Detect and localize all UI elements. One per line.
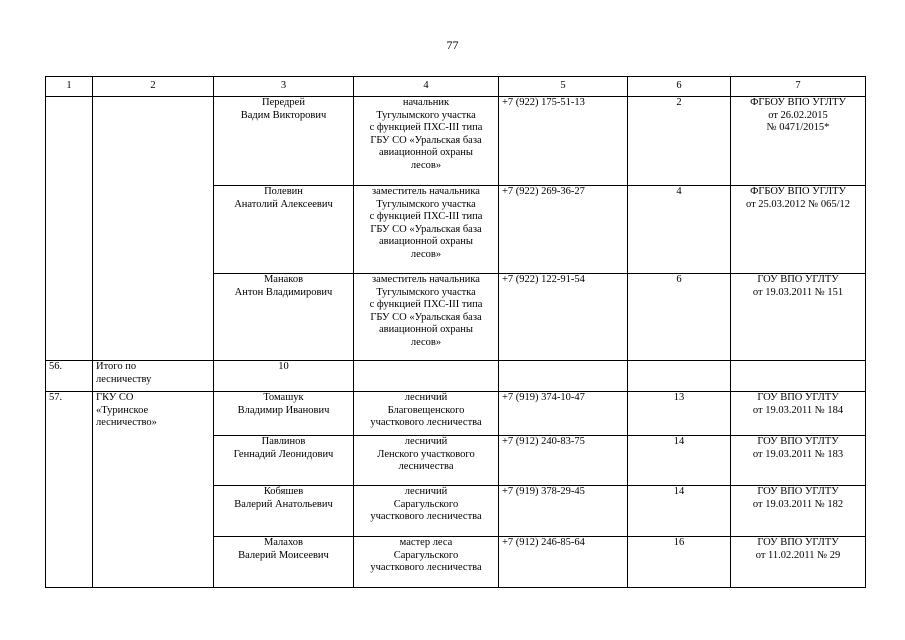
column-header: 4 <box>354 77 499 97</box>
row-number-cell <box>46 97 93 361</box>
organization-line: «Туринское <box>96 404 149 416</box>
document-line: ГОУ ВПО УГЛТУ <box>757 537 839 548</box>
position-line: участкового лесничества <box>370 562 482 573</box>
position-cell <box>354 361 499 392</box>
table-row <box>46 392 866 436</box>
position-line: авиационной охраны <box>379 147 473 158</box>
count-cell: 13 <box>628 392 731 436</box>
position-line: с функцией ПХС-III типа <box>369 299 483 310</box>
name-cell <box>214 537 354 588</box>
total-label-line: Итого по <box>96 361 137 372</box>
count-cell <box>628 361 731 392</box>
position-line: ГБУ СО «Уральская база <box>370 223 482 235</box>
position-line: заместитель начальника <box>372 186 480 197</box>
position-line: лесов» <box>410 248 442 260</box>
name-cell <box>214 436 354 486</box>
position-line: начальник <box>402 97 450 108</box>
phone-cell: +7 (912) 246-85-64 <box>499 537 628 588</box>
position-cell <box>354 436 499 486</box>
column-header: 7 <box>731 77 866 97</box>
column-header: 1 <box>46 77 93 97</box>
page-number: 77 <box>446 38 459 52</box>
organization-line: ГКУ СО <box>96 392 134 403</box>
given-names: Валерий Моисеевич <box>238 549 329 561</box>
position-line: с функцией ПХС-III типа <box>369 122 483 133</box>
phone-cell: +7 (919) 378-29-45 <box>499 486 628 537</box>
name-cell <box>214 486 354 537</box>
document-line: от 26.02.2015 <box>768 109 828 121</box>
position-cell <box>354 97 499 186</box>
organization-cell <box>93 361 214 392</box>
count-cell: 14 <box>628 436 731 486</box>
document-line: № 0471/2015* <box>766 122 830 133</box>
surname: Полевин <box>264 186 303 197</box>
row-number-cell: 57. <box>46 392 93 588</box>
document-line: от 25.03.2012 № 065/12 <box>745 198 850 210</box>
position-line: Благовещенского <box>387 404 465 416</box>
document-line: ФГБОУ ВПО УГЛТУ <box>750 97 846 108</box>
column-header-row <box>46 77 866 97</box>
document-cell <box>731 186 866 274</box>
document-line: ГОУ ВПО УГЛТУ <box>757 274 839 285</box>
position-line: с функцией ПХС-III типа <box>369 211 483 222</box>
given-names: Вадим Викторович <box>240 109 327 121</box>
surname: Передрей <box>262 97 305 108</box>
count-cell: 2 <box>628 97 731 186</box>
document-cell <box>731 486 866 537</box>
position-line: Ленского участкового <box>377 448 475 460</box>
surname: Павлинов <box>261 436 306 447</box>
phone-cell: +7 (919) 374-10-47 <box>499 392 628 436</box>
position-line: лесов» <box>410 159 442 171</box>
document-line: от 19.03.2011 № 183 <box>752 448 844 460</box>
position-line: мастер леса <box>399 537 453 548</box>
position-line: лесничий <box>404 436 448 447</box>
count-cell: 6 <box>628 274 731 361</box>
name-cell <box>214 186 354 274</box>
total-label-line: лесничеству <box>96 373 152 385</box>
position-line: Тугулымского участка <box>376 286 476 298</box>
position-line: участкового лесничества <box>370 417 482 428</box>
document-line: ГОУ ВПО УГЛТУ <box>757 486 839 497</box>
document-cell <box>731 537 866 588</box>
position-line: ГБУ СО «Уральская база <box>370 134 482 146</box>
position-line: участкового лесничества <box>370 511 482 522</box>
position-cell <box>354 274 499 361</box>
document-line: от 19.03.2011 № 151 <box>752 286 844 298</box>
position-line: Тугулымского участка <box>376 198 476 210</box>
phone-cell <box>499 361 628 392</box>
position-line: Тугулымского участка <box>376 109 476 121</box>
document-line: от 11.02.2011 № 29 <box>755 549 841 561</box>
count-cell: 16 <box>628 537 731 588</box>
document-cell <box>731 392 866 436</box>
document-line: от 19.03.2011 № 184 <box>752 404 844 416</box>
position-cell <box>354 186 499 274</box>
surname: Малахов <box>263 537 304 548</box>
document-cell <box>731 361 866 392</box>
column-header: 6 <box>628 77 731 97</box>
surname: Томашук <box>263 392 304 403</box>
phone-cell: +7 (922) 269-36-27 <box>499 186 628 274</box>
given-names: Геннадий Леонидович <box>233 448 334 460</box>
position-line: ГБУ СО «Уральская база <box>370 311 482 323</box>
document-line: ГОУ ВПО УГЛТУ <box>757 392 839 403</box>
position-line: лесничий <box>404 486 448 497</box>
position-line: лесничий <box>404 392 448 403</box>
position-line: авиационной охраны <box>379 324 473 335</box>
surname: Кобяшев <box>263 486 304 497</box>
given-names: Анатолий Алексеевич <box>234 198 333 210</box>
personnel-table <box>45 76 866 588</box>
position-line: Сарагульского <box>393 549 459 561</box>
column-header: 3 <box>214 77 354 97</box>
position-cell <box>354 486 499 537</box>
document-cell <box>731 97 866 186</box>
position-line: лесов» <box>410 336 442 348</box>
document-line: ФГБОУ ВПО УГЛТУ <box>750 186 846 197</box>
phone-cell: +7 (922) 122-91-54 <box>499 274 628 361</box>
name-cell <box>214 97 354 186</box>
given-names: Антон Владимирович <box>234 286 333 298</box>
name-cell <box>214 392 354 436</box>
count-cell: 14 <box>628 486 731 537</box>
given-names: Валерий Анатольевич <box>234 498 333 510</box>
position-cell <box>354 392 499 436</box>
position-line: лесничества <box>398 461 454 472</box>
phone-cell: +7 (912) 240-83-75 <box>499 436 628 486</box>
surname: Манаков <box>263 274 304 285</box>
total-value-cell: 10 <box>214 361 354 392</box>
position-line: Сарагульского <box>393 498 459 510</box>
organization-line: лесничество» <box>96 417 157 428</box>
organization-cell <box>93 97 214 361</box>
given-names: Владимир Иванович <box>237 404 330 416</box>
name-cell <box>214 274 354 361</box>
table-row <box>46 97 866 186</box>
document-cell <box>731 274 866 361</box>
document-line: от 19.03.2011 № 182 <box>752 498 844 510</box>
column-header: 2 <box>93 77 214 97</box>
position-line: авиационной охраны <box>379 236 473 247</box>
organization-cell <box>93 392 214 588</box>
position-cell <box>354 537 499 588</box>
total-row <box>46 361 866 392</box>
document-line: ГОУ ВПО УГЛТУ <box>757 436 839 447</box>
row-number-cell: 56. <box>46 361 93 392</box>
phone-cell: +7 (922) 175-51-13 <box>499 97 628 186</box>
count-cell: 4 <box>628 186 731 274</box>
position-line: заместитель начальника <box>372 274 480 285</box>
column-header: 5 <box>499 77 628 97</box>
document-cell <box>731 436 866 486</box>
